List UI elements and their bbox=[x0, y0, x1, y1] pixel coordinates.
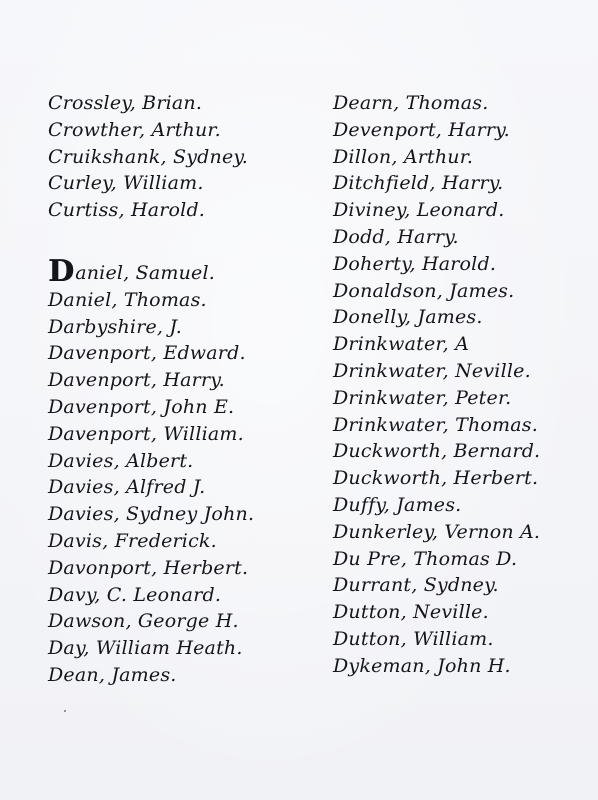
name-entry-illuminated bbox=[48, 253, 310, 289]
name-entry-rest: aniel, Samuel. bbox=[75, 261, 216, 284]
name-entry: Ditchfield, Harry. bbox=[333, 172, 504, 195]
name-entry: Curley, William. bbox=[48, 172, 204, 195]
name-entry: Davenport, John E. bbox=[48, 395, 235, 418]
illuminated-initial: D bbox=[48, 253, 75, 289]
name-entry: Doherty, Harold. bbox=[333, 252, 497, 275]
name-entry: Du Pre, Thomas D. bbox=[333, 547, 518, 570]
name-entry: Drinkwater, Thomas. bbox=[333, 413, 538, 436]
name-entry: Devenport, Harry. bbox=[333, 118, 510, 141]
name-entry: Drinkwater, Neville. bbox=[333, 359, 531, 382]
name-entry: Dykeman, John H. bbox=[333, 654, 511, 677]
name-entry: Davy, C. Leonard. bbox=[48, 583, 222, 606]
paper-speck bbox=[64, 710, 66, 712]
name-entry: Drinkwater, A bbox=[333, 333, 470, 356]
section-gap bbox=[48, 224, 310, 260]
name-entry: Darbyshire, J. bbox=[48, 315, 182, 338]
name-entry: Donelly, James. bbox=[333, 306, 483, 329]
name-entry: Duckworth, Bernard. bbox=[333, 440, 541, 463]
name-entry: Dutton, William. bbox=[333, 627, 494, 650]
name-entry: Duffy, James. bbox=[333, 493, 462, 516]
name-entry: Dearn, Thomas. bbox=[333, 92, 489, 114]
name-entry: Davenport, Edward. bbox=[48, 342, 246, 365]
name-entry: Davonport, Herbert. bbox=[48, 556, 249, 579]
name-entry: Dutton, Neville. bbox=[333, 601, 489, 624]
name-entry: Crossley, Brian. bbox=[48, 92, 203, 114]
name-entry: Duckworth, Herbert. bbox=[333, 467, 539, 490]
name-entry: Davies, Alfred J. bbox=[48, 476, 206, 499]
name-entry: Crowther, Arthur. bbox=[48, 118, 221, 141]
name-entry: Dawson, George H. bbox=[48, 610, 239, 633]
name-entry: Davenport, Harry. bbox=[48, 369, 225, 392]
name-entry: Dunkerley, Vernon A. bbox=[333, 520, 541, 543]
name-entry: Day, William Heath. bbox=[48, 637, 243, 660]
name-entry: Curtiss, Harold. bbox=[48, 199, 206, 222]
name-entry: Davis, Frederick. bbox=[48, 529, 217, 552]
name-entry: Donaldson, James. bbox=[333, 279, 515, 302]
name-entry: Daniel, Thomas. bbox=[48, 288, 207, 311]
name-entry: Diviney, Leonard. bbox=[333, 199, 505, 222]
left-name-column bbox=[48, 90, 310, 689]
name-entry: Dillon, Arthur. bbox=[333, 145, 474, 168]
name-entry: Davenport, William. bbox=[48, 422, 244, 445]
name-entry: Davies, Albert. bbox=[48, 449, 194, 472]
name-entry: Cruikshank, Sydney. bbox=[48, 145, 249, 168]
right-name-column bbox=[333, 90, 588, 680]
name-entry: Davies, Sydney John. bbox=[48, 503, 255, 526]
name-entry: Dean, James. bbox=[48, 663, 177, 686]
name-entry: Drinkwater, Peter. bbox=[333, 386, 512, 409]
name-entry: Durrant, Sydney. bbox=[333, 574, 499, 597]
name-entry: Dodd, Harry. bbox=[333, 225, 459, 248]
